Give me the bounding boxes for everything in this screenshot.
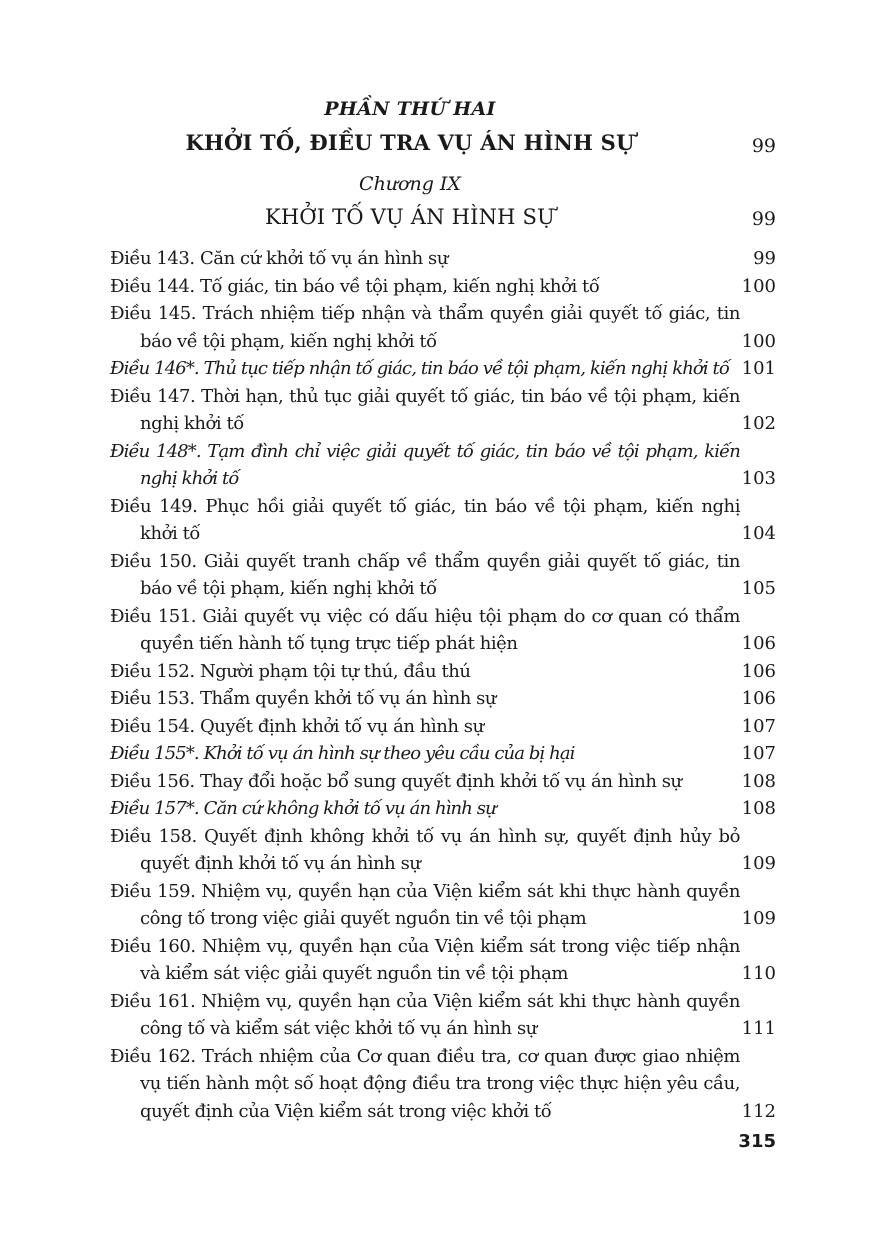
chapter-label: Chương IX (359, 173, 461, 195)
toc-entry-page: 107 (741, 743, 776, 764)
toc-entry[interactable] (110, 988, 776, 1043)
toc-entry-page: 112 (741, 1100, 776, 1122)
toc-entry-title: Điều 156. Thay đổi hoặc bổ sung quyết định khởi tố vụ án hình sự (110, 770, 682, 792)
toc-entry[interactable] (110, 1043, 776, 1126)
toc-entry[interactable] (110, 300, 776, 355)
toc-entry[interactable] (110, 548, 776, 603)
toc-entry-page: 105 (741, 578, 776, 599)
toc-entry[interactable] (110, 493, 776, 548)
toc-entry-title: Điều 144. Tố giác, tin báo về tội phạm, kiến nghị khởi tố (110, 275, 600, 297)
toc-entry-title: Điều 154. Quyết định khởi tố vụ án hình sự (110, 715, 484, 737)
toc-entry-title: Điều 150. Giải quyết tranh chấp về thẩm quyền giải quyết tố giác, tin báo về tội phạm, kiến nghị khởi tố (110, 550, 740, 599)
toc-entry[interactable] (110, 355, 776, 383)
toc-entry[interactable] (110, 740, 776, 768)
toc-entry-page: 99 (753, 248, 776, 269)
toc-entry-title: Điều 161. Nhiệm vụ, quyền hạn của Viện kiểm sát khi thực hành quyền công tố và kiểm sát việc khởi tố vụ án hình sự (110, 990, 740, 1039)
toc-entry[interactable] (110, 658, 776, 686)
toc-entry-title: Điều 149. Phục hồi giải quyết tố giác, tin báo về tội phạm, kiến nghị khởi tố (110, 495, 740, 544)
toc-entry[interactable] (110, 245, 776, 273)
toc-entry-page: 109 (741, 853, 776, 874)
toc-entry[interactable] (110, 273, 776, 301)
toc-entry-title: Điều 153. Thẩm quyền khởi tố vụ án hình sự (110, 688, 497, 709)
toc-entry-page: 108 (741, 770, 776, 792)
chapter-page-number: 99 (751, 208, 776, 230)
part-label: PHẦN THỨ HAI (324, 98, 496, 120)
toc-entry[interactable] (110, 823, 776, 878)
toc-entry-page: 100 (741, 330, 776, 352)
toc-entry-page: 100 (741, 275, 776, 297)
toc-entry-title: Điều 160. Nhiệm vụ, quyền hạn của Viện kiểm sát trong việc tiếp nhận và kiểm sát việc giải quyết nguồn tin về tội phạm (110, 935, 740, 984)
toc-entry-page: 108 (741, 798, 776, 819)
toc-entry-title: Điều 157*. Căn cứ không khởi tố vụ án hình sự (110, 798, 496, 819)
toc-entry-page: 111 (741, 1018, 776, 1039)
toc-entry[interactable] (110, 795, 776, 823)
toc-entry-title: Điều 155*. Khởi tố vụ án hình sự theo yêu cầu của bị hại (110, 743, 575, 764)
toc-entry[interactable] (110, 878, 776, 933)
toc-entry-title: Điều 143. Căn cứ khởi tố vụ án hình sự (110, 248, 448, 269)
toc-entry-title: Điều 145. Trách nhiệm tiếp nhận và thẩm quyền giải quyết tố giác, tin báo về tội phạm, kiến nghị khởi tố (110, 303, 740, 352)
toc-entry[interactable] (110, 438, 776, 493)
chapter-title: KHỞI TỐ VỤ ÁN HÌNH SỰ (264, 205, 556, 229)
page-number: 315 (738, 1131, 776, 1152)
part-page-number: 99 (751, 135, 776, 157)
toc-entry[interactable] (110, 383, 776, 438)
part-title: KHỞI TỐ, ĐIỀU TRA VỤ ÁN HÌNH SỰ (185, 130, 635, 155)
toc-entry-title: Điều 151. Giải quyết vụ việc có dấu hiệu tội phạm do cơ quan có thẩm quyền tiến hành tố tụng trực tiếp phát hiện (110, 605, 740, 654)
toc-entry-title: Điều 148*. Tạm đình chỉ việc giải quyết tố giác, tin báo về tội phạm, kiến nghị khởi tố (110, 440, 740, 489)
toc-entry-title: Điều 147. Thời hạn, thủ tục giải quyết tố giác, tin báo về tội phạm, kiến nghị khởi tố (110, 385, 740, 434)
toc-entry[interactable] (110, 933, 776, 988)
toc-entry[interactable] (110, 685, 776, 713)
toc-entry-page: 106 (741, 688, 776, 709)
toc-entry-page: 104 (741, 523, 776, 544)
toc-entry-page: 103 (741, 468, 776, 489)
toc-entry[interactable] (110, 603, 776, 658)
toc-entry-page: 106 (741, 660, 776, 682)
toc-entry[interactable] (110, 713, 776, 741)
toc-entry[interactable] (110, 768, 776, 796)
toc-entry-title: Điều 152. Người phạm tội tự thú, đầu thú (110, 660, 471, 682)
toc-entry-page: 102 (741, 413, 776, 434)
toc-entry-page: 107 (741, 715, 776, 737)
toc-entry-title: Điều 162. Trách nhiệm của Cơ quan điều tra, cơ quan được giao nhiệm vụ tiến hành một số hoạt động điều tra trong việc thực hiện yêu cầu, quyết định của Viện kiểm sát trong việc khởi tố (110, 1045, 740, 1122)
toc-entry-title: Điều 158. Quyết định không khởi tố vụ án hình sự, quyết định hủy bỏ quyết định khởi tố vụ án hình sự (110, 825, 740, 874)
toc-entries (110, 245, 776, 1125)
toc-entry-title: Điều 159. Nhiệm vụ, quyền hạn của Viện kiểm sát khi thực hành quyền công tố trong việc giải quyết nguồn tin về tội phạm (110, 880, 740, 929)
toc-entry-page: 109 (741, 908, 776, 929)
toc-entry-page: 106 (741, 633, 776, 654)
toc-entry-title: Điều 146*. Thủ tục tiếp nhận tố giác, tin báo về tội phạm, kiến nghị khởi tố (110, 358, 729, 379)
toc-entry-page: 110 (741, 963, 776, 984)
toc-entry-page: 101 (741, 358, 776, 379)
